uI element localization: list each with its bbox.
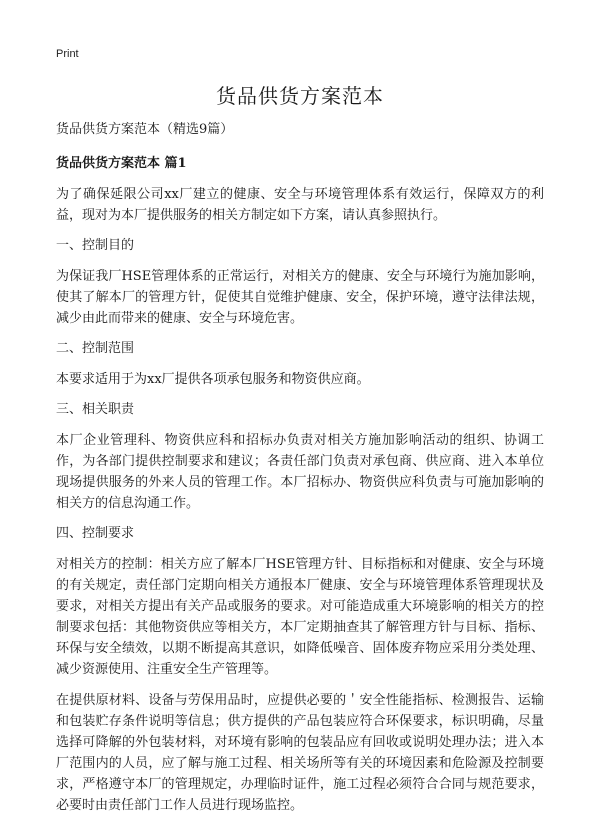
paragraph-responsibilities: 本厂企业管理科、物资供应科和招标办负责对相关方施加影响活动的组织、协调工作，为各部门提供控制要求和建议；各责任部门负责对承包商、供应商、进入本单位现场提供服务的外来人员的管理工作。本厂招标办、物资供应科负责与可施加影响的相关方的信息沟通工作。 <box>56 433 544 511</box>
document-body <box>56 120 544 826</box>
paragraph-supplier-requirements: 在提供原材料、设备与劳保用品时，应提供必要的＇安全性能指标、检测报告、运输和包装贮存条件说明等信息；供方提供的产品包装应符合环保要求，标识明确，尽量选择可降解的外包装材料，对环境有影响的包装品应有回收或说明处理办法；进入本厂范围内的人员，应了解与施工过程、相关场所等有关的环境因素和危险源及控制要求，严格遵守本厂的管理规定，办理临时证件，施工过程必须符合合同与规范要求，必要时由责任部门工作人员进行现场监控。 <box>56 693 544 813</box>
heading-control-requirements: 四、控制要求 <box>56 526 135 541</box>
heading-control-purpose: 一、控制目的 <box>56 238 135 253</box>
intro-paragraph: 为了确保延限公司xx厂建立的健康、安全与环境管理体系有效运行，保障双方的利益，现对为本厂提供服务的相关方制定如下方案，请认真参照执行。 <box>56 187 544 223</box>
paragraph-control-requirements: 对相关方的控制：相关方应了解本厂HSE管理方针、目标指标和对健康、安全与环境的有关规定，责任部门定期向相关方通报本厂健康、安全与环境管理体系管理现状及要求，对相关方提出有关产品或服务的要求。对可能造成重大环境影响的相关方的控制要求包括：其他物资供应等相关方，本厂定期抽查其了解管理方针与目标、指标、环保与安全绩效，以期不断提高其意识，如降低噪音、固体废弃物应采用分类处理、减少资源使用、注重安全生产管理等。 <box>56 557 544 677</box>
document-title: 货品供货方案范本 <box>216 84 384 108</box>
paragraph-control-purpose: 为保证我厂HSE管理体系的正常运行，对相关方的健康、安全与环境行为施加影响，使其了解本厂的管理方针，促使其自觉维护健康、安全，保护环境，遵守法律法规，减少由此而带来的健康、安全与环境危害。 <box>56 269 544 326</box>
paragraph-control-scope: 本要求适用于为xx厂提供各项承包服务和物资供应商。 <box>56 372 370 387</box>
section-title: 货品供货方案范本 篇1 <box>56 156 187 171</box>
document-subtitle: 货品供货方案范本（精选9篇） <box>56 122 234 137</box>
print-label[interactable]: Print <box>56 48 79 60</box>
heading-control-scope: 二、控制范围 <box>56 341 135 356</box>
heading-responsibilities: 三、相关职责 <box>56 402 135 417</box>
